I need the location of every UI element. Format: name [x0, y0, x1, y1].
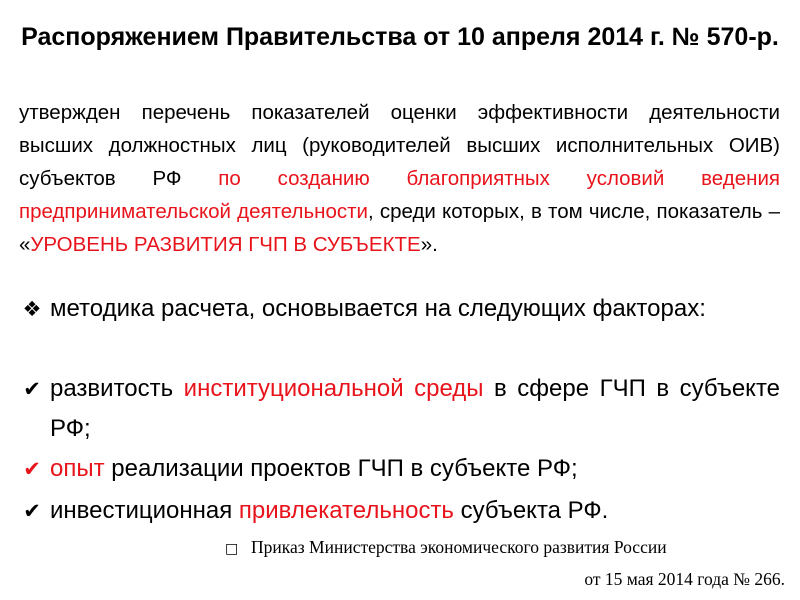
list-item-highlight: опыт: [50, 455, 105, 482]
checkmark-icon: ✔: [23, 457, 41, 481]
list-item-text: методика расчета, основывается на следующих факторах:: [50, 295, 706, 322]
list-item-text-before: инвестиционная: [50, 497, 239, 524]
intro-paragraph: [19, 96, 780, 261]
intro-highlight-ppp-level: УРОВЕНЬ РАЗВИТИЯ ГЧП В СУБЪЕКТЕ: [30, 233, 421, 256]
list-item-highlight: институциональной среды: [183, 375, 484, 402]
footer-order-line: [225, 534, 785, 562]
intro-text-part2: , среди которых, в том числе, показатель – «: [19, 200, 781, 256]
footer-order-date: от 15 мая 2014 года № 266.: [584, 569, 785, 589]
checkmark-icon: ✔: [23, 377, 41, 401]
list-item-text: [50, 369, 780, 449]
intro-text-part1: утвержден перечень показателей оценки эффективности деятельности высших должностных лиц (руководителей высших исполнительных ОИВ) субъектов РФ: [19, 101, 780, 190]
list-item-text-after: реализации проектов ГЧП в субъекте РФ;: [104, 455, 578, 482]
diamond-bullet-icon: ❖: [22, 297, 42, 321]
list-item-text-before: развитость: [50, 375, 184, 402]
intro-text-part3: ».: [420, 233, 438, 256]
slide-title: Распоряжением Правительства от 10 апреля 2014 г. № 570-р.: [21, 23, 779, 51]
list-item-text-after: в сфере ГЧП в субъекте РФ;: [50, 375, 781, 442]
footer-order-text: Приказ Министерства экономического развития России: [251, 537, 667, 557]
intro-highlight-business-conditions: по созданию благоприятных условий ведения предпринимательской деятельности: [19, 167, 780, 223]
checkmark-icon: ✔: [23, 499, 41, 523]
list-item-text-after: субъекта РФ.: [453, 497, 609, 524]
list-item-text: [50, 449, 780, 489]
list-item-highlight: привлекательность: [238, 497, 454, 524]
list-item-text: [50, 491, 780, 531]
square-bullet-icon: □: [225, 541, 239, 557]
